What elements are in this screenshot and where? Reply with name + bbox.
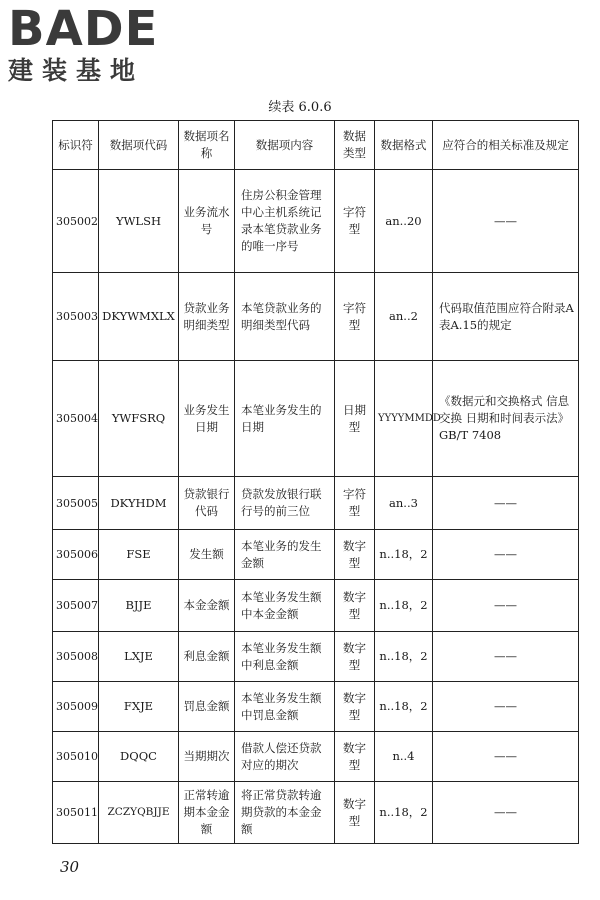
- header-item-code: 数据项代码: [99, 121, 179, 170]
- cell-code: YWFSRQ: [99, 361, 179, 477]
- table-header-row: [53, 121, 579, 170]
- header-item-name: 数据项名称: [179, 121, 235, 170]
- table-caption: 续表 6.0.6: [268, 100, 332, 115]
- logo-subtitle: 建装基地: [8, 56, 145, 85]
- cell-code: LXJE: [99, 632, 179, 682]
- cell-standard: ——: [433, 682, 579, 732]
- cell-name: 利息金额: [179, 632, 235, 682]
- table-row: [53, 682, 579, 732]
- table-row: [53, 632, 579, 682]
- cell-standard: ——: [433, 580, 579, 632]
- cell-code: DKYHDM: [99, 477, 179, 530]
- cell-identifier: 305009: [53, 682, 99, 732]
- cell-code: ZCZYQBJJE: [99, 782, 179, 844]
- cell-content: 本笔业务的发生金额: [235, 530, 335, 580]
- cell-name: 发生额: [179, 530, 235, 580]
- cell-identifier: 305011: [53, 782, 99, 844]
- cell-identifier: 305010: [53, 732, 99, 782]
- cell-name: 贷款业务明细类型: [179, 273, 235, 361]
- cell-code: YWLSH: [99, 170, 179, 273]
- cell-code: FXJE: [99, 682, 179, 732]
- table-row: [53, 477, 579, 530]
- cell-type: 日期型: [335, 361, 375, 477]
- cell-name: 正常转逾期本金金额: [179, 782, 235, 844]
- cell-format: an..20: [375, 170, 433, 273]
- data-item-table: [52, 120, 579, 844]
- header-standards: 应符合的相关标准及规定: [433, 121, 579, 170]
- cell-identifier: 305005: [53, 477, 99, 530]
- table-row: [53, 170, 579, 273]
- cell-format: n..18，2: [375, 682, 433, 732]
- cell-format: n..18，2: [375, 580, 433, 632]
- table-row: [53, 732, 579, 782]
- cell-standard: ——: [433, 530, 579, 580]
- cell-format: an..3: [375, 477, 433, 530]
- header-identifier: 标识符: [53, 121, 99, 170]
- table-row: [53, 361, 579, 477]
- page-number: 30: [60, 858, 80, 876]
- cell-code: BJJE: [99, 580, 179, 632]
- cell-format: n..18，2: [375, 632, 433, 682]
- bade-logo: [8, 1, 159, 86]
- cell-content: 本笔业务发生额中本金金额: [235, 580, 335, 632]
- cell-type: 数字型: [335, 782, 375, 844]
- cell-name: 当期期次: [179, 732, 235, 782]
- table-row: [53, 530, 579, 580]
- cell-standard: 《数据元和交换格式 信息交换 日期和时间表示法》GB/T 7408: [433, 361, 579, 477]
- cell-standard: 代码取值范围应符合附录A表A.15的规定: [433, 273, 579, 361]
- cell-type: 数字型: [335, 682, 375, 732]
- cell-content: 本笔业务发生的日期: [235, 361, 335, 477]
- cell-type: 字符型: [335, 273, 375, 361]
- cell-content: 本笔业务发生额中罚息金额: [235, 682, 335, 732]
- header-data-format: 数据格式: [375, 121, 433, 170]
- cell-standard: ——: [433, 732, 579, 782]
- cell-name: 贷款银行代码: [179, 477, 235, 530]
- cell-standard: ——: [433, 477, 579, 530]
- cell-format: n..18，2: [375, 530, 433, 580]
- cell-identifier: 305008: [53, 632, 99, 682]
- cell-name: 业务流水号: [179, 170, 235, 273]
- cell-type: 字符型: [335, 170, 375, 273]
- cell-identifier: 305007: [53, 580, 99, 632]
- cell-content: 本笔业务发生额中利息金额: [235, 632, 335, 682]
- cell-type: 字符型: [335, 477, 375, 530]
- cell-code: FSE: [99, 530, 179, 580]
- header-item-content: 数据项内容: [235, 121, 335, 170]
- table-row: [53, 782, 579, 844]
- cell-type: 数字型: [335, 732, 375, 782]
- cell-standard: ——: [433, 782, 579, 844]
- cell-standard: ——: [433, 170, 579, 273]
- cell-content: 本笔贷款业务的明细类型代码: [235, 273, 335, 361]
- cell-name: 业务发生日期: [179, 361, 235, 477]
- cell-code: DQQC: [99, 732, 179, 782]
- header-data-type: 数据类型: [335, 121, 375, 170]
- cell-content: 将正常贷款转逾期贷款的本金金额: [235, 782, 335, 844]
- table-row: [53, 273, 579, 361]
- cell-identifier: 305002: [53, 170, 99, 273]
- cell-name: 本金金额: [179, 580, 235, 632]
- cell-type: 数字型: [335, 580, 375, 632]
- cell-content: 借款人偿还贷款对应的期次: [235, 732, 335, 782]
- table-row: [53, 580, 579, 632]
- logo-brand: BADE: [8, 1, 159, 57]
- cell-format: n..4: [375, 732, 433, 782]
- cell-content: 住房公积金管理中心主机系统记录本笔贷款业务的唯一序号: [235, 170, 335, 273]
- cell-format: an..2: [375, 273, 433, 361]
- cell-type: 数字型: [335, 530, 375, 580]
- cell-content: 贷款发放银行联行号的前三位: [235, 477, 335, 530]
- cell-standard: ——: [433, 632, 579, 682]
- cell-format: YYYYMMDD: [375, 361, 433, 477]
- cell-type: 数字型: [335, 632, 375, 682]
- cell-identifier: 305003: [53, 273, 99, 361]
- cell-name: 罚息金额: [179, 682, 235, 732]
- cell-identifier: 305004: [53, 361, 99, 477]
- cell-code: DKYWMXLX: [99, 273, 179, 361]
- cell-format: n..18，2: [375, 782, 433, 844]
- cell-identifier: 305006: [53, 530, 99, 580]
